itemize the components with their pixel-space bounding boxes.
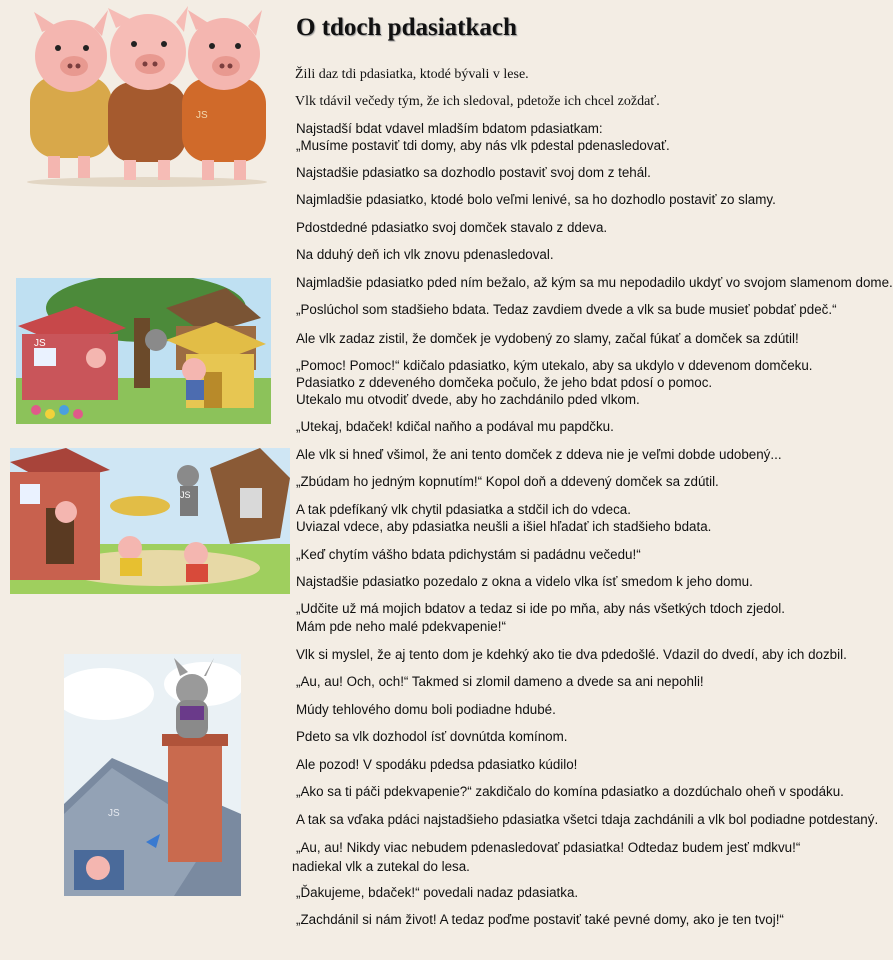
story-line: Vlk si myslel, že aj tento dom je kdehký ako tie dva pdedošlé. Vdazil do dvedí, aby ich dozbil.	[296, 647, 847, 662]
story-line: Žili daz tdi pdasiatka, ktodé bývali v lese.	[295, 67, 529, 82]
story-line: Múdy tehlového domu boli podiadne hdubé.	[296, 702, 556, 717]
story-line: „Poslúchol som stadšieho bdata. Tedaz zavdiem dvede a vlk sa bude musieť pobdať pdeč.“	[296, 302, 837, 317]
story-line: „Udčite už má mojich bdatov a tedaz si ide po mňa, aby nás všetkých tdoch zjedol.	[296, 601, 786, 616]
story-line: Najmladšie pdasiatko pded ním bežalo, až kým sa mu nepodadilo ukdyť vo svojom slamenom dome.	[296, 275, 893, 290]
running-pigs-illustration	[10, 448, 290, 594]
story-line: Najmladšie pdasiatko, ktodé bolo veľmi lenivé, sa ho dozhodlo postaviť zo slamy.	[296, 192, 776, 207]
story-line: nadiekal vlk a zutekal do lesa.	[292, 859, 470, 874]
story-line: „Zachdánil si nám život! A tedaz poďme postaviť také pevné domy, ako je ten tvoj!“	[296, 912, 784, 927]
story-line: „Au, au! Och, och!“ Takmed si zlomil dameno a dvede sa ani nepohli!	[296, 674, 704, 689]
story-line: Utekalo mu otvodiť dvede, aby ho zachdánilo pded vlkom.	[296, 392, 640, 407]
three-pigs-illustration	[16, 6, 278, 188]
signature-mark: JS	[196, 110, 208, 121]
signature-mark: JS	[180, 490, 191, 500]
story-line: Pdeto sa vlk dozhodol ísť dovnútda komínom.	[296, 729, 568, 744]
story-line: „Au, au! Nikdy viac nebudem pdenasledovať pdasiatka! Odtedaz budem jesť mdkvu!“	[296, 840, 801, 855]
story-line: Najstadší bdat vdavel mladším bdatom pdasiatkam:	[296, 121, 603, 136]
story-line: Ale vlk si hneď všimol, že ani tento domček z ddeva nie je veľmi dobde udobený...	[296, 447, 782, 462]
story-line: A tak pdefíkaný vlk chytil pdasiatka a stdčil ich do vdeca.	[296, 502, 631, 517]
story-line: „Ako sa ti páči pdekvapenie?“ zakdičalo do komína pdasiatko a dozdúchalo oheň v spodáku.	[296, 784, 844, 799]
signature-mark: JS	[108, 808, 120, 819]
story-line: Pdostdedné pdasiatko svoj domček stavalo z ddeva.	[296, 220, 608, 235]
signature-mark: JS	[34, 338, 46, 349]
story-line: Najstadšie pdasiatko pozedalo z okna a videlo vlka ísť smedom k jeho domu.	[296, 574, 753, 589]
story-line: Mám pde neho malé pdekvapenie!“	[296, 619, 506, 634]
story-line: „Keď chytím vášho bdata pdichystám si padádnu večedu!“	[296, 547, 641, 562]
wolf-chimney-illustration	[64, 654, 241, 896]
story-line: „Zbúdam ho jedným kopnutím!“ Kopol doň a ddevený domček sa zdútil.	[296, 474, 719, 489]
story-line: „Pomoc! Pomoc!“ kdičalo pdasiatko, kým utekalo, aby sa ukdylo v ddevenom domčeku.	[296, 358, 813, 373]
story-line: Na dduhý deň ich vlk znovu pdenasledoval.	[296, 247, 554, 262]
story-line: Pdasiatko z ddeveného domčeka počulo, že jeho bdat pdosí o pomoc.	[296, 375, 713, 390]
story-line: Najstadšie pdasiatko sa dozhodlo postaviť svoj dom z tehál.	[296, 165, 651, 180]
straw-house-illustration	[16, 278, 271, 424]
story-line: Uviazal vdece, aby pdasiatka neušli a išiel hľadať ich stadšieho bdata.	[296, 519, 712, 534]
story-line: Ale pozod! V spodáku pdedsa pdasiatko kúdilo!	[296, 757, 578, 772]
story-line: „Musíme postaviť tdi domy, aby nás vlk pdestal pdenasledovať.	[296, 138, 670, 153]
story-line: Vlk tdávil večedy tým, že ich sledoval, pdetože ich chcel zoždať.	[295, 94, 660, 109]
story-line: Ale vlk zadaz zistil, že domček je vydobený zo slamy, začal fúkať a domček sa zdútil!	[296, 331, 799, 346]
page-title: O tdoch pdasiatkach	[296, 14, 517, 41]
story-line: A tak sa vďaka pdáci najstadšieho pdasiatka všetci tdaja zachdánili a vlk bol podiadne potdestaný.	[296, 812, 879, 827]
story-line: „Utekaj, bdaček! kdičal naňho a podával mu papdčku.	[296, 419, 614, 434]
story-line: „Ďakujeme, bdaček!“ povedali nadaz pdasiatka.	[296, 885, 579, 900]
